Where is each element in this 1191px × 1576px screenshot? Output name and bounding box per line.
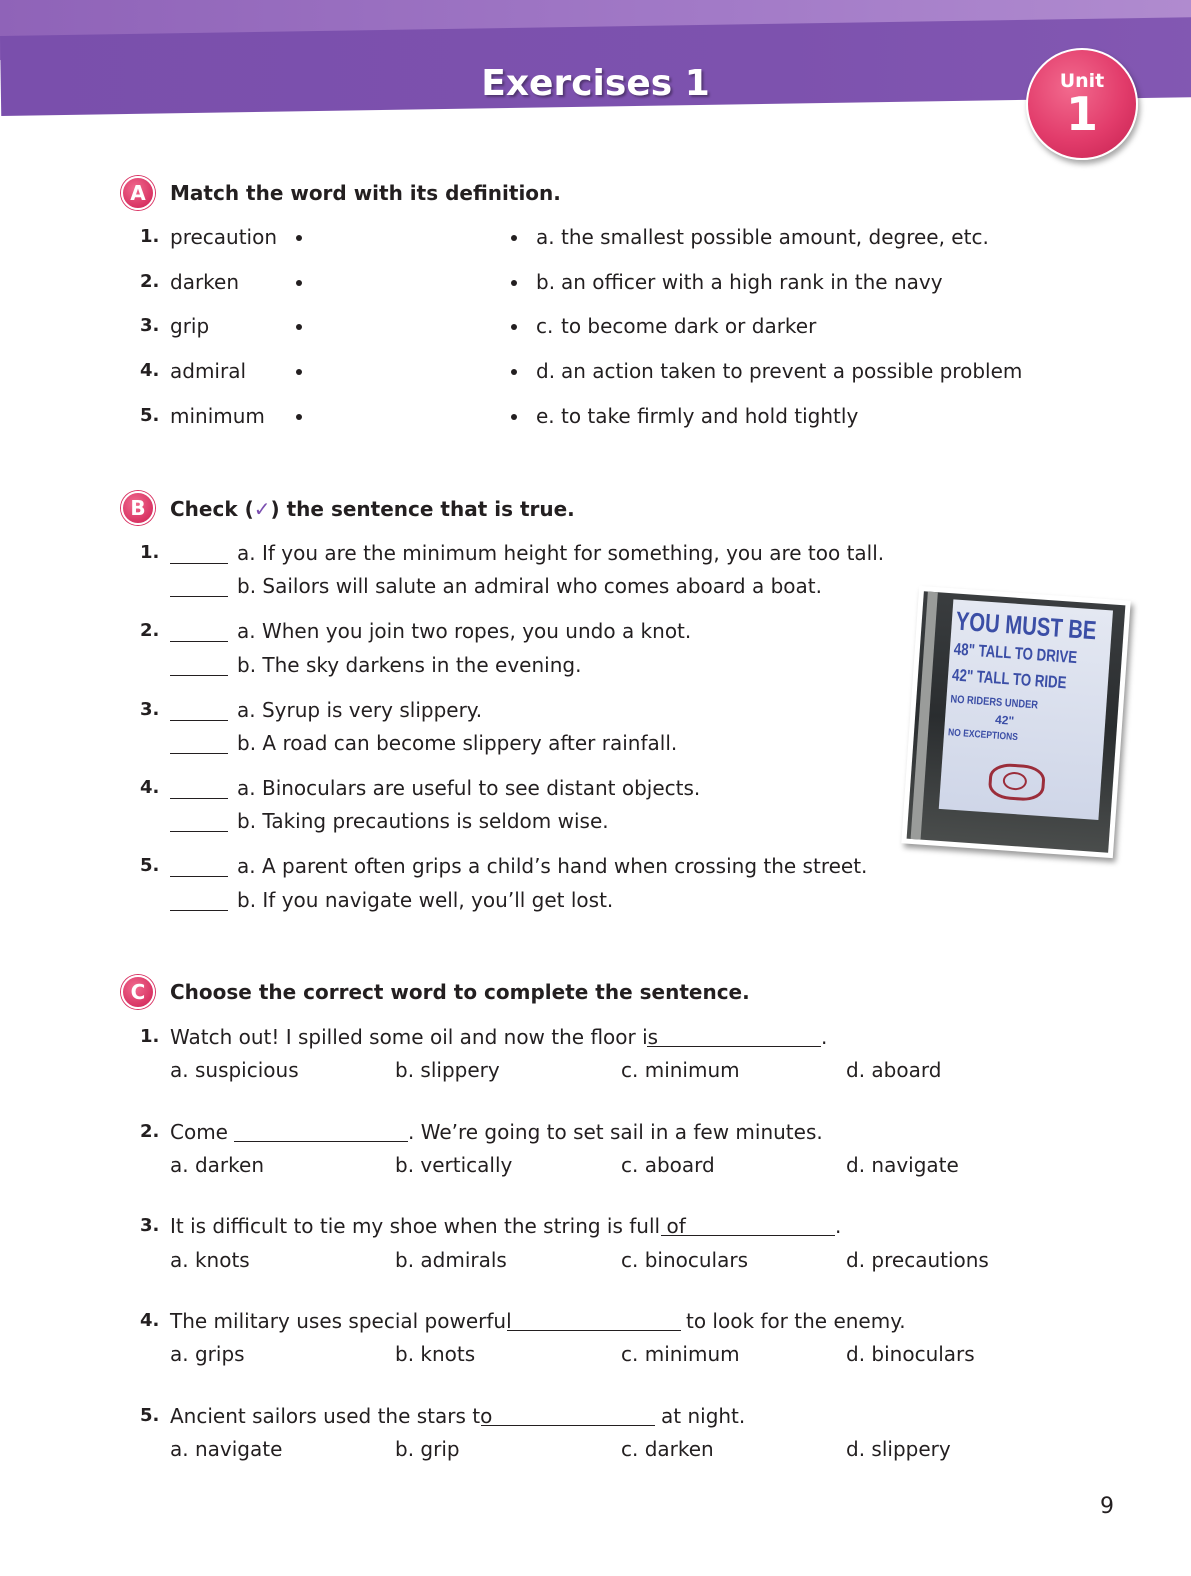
question-number: 3. xyxy=(140,699,160,720)
question-text-before: Come xyxy=(170,1120,228,1144)
statement-a: a. A parent often grips a child’s hand when crossing the street. xyxy=(237,854,868,878)
question-number: 5. xyxy=(140,1405,160,1426)
sign-text-line: YOU MUST BE xyxy=(954,605,1098,646)
check-blank[interactable] xyxy=(170,563,228,564)
word-item: darken xyxy=(170,270,240,294)
match-dot-right[interactable] xyxy=(511,369,517,375)
definition-letter: b. xyxy=(536,270,556,294)
option-b[interactable]: b. grip xyxy=(395,1437,460,1461)
question-text-after: at night. xyxy=(661,1404,746,1428)
word-item: minimum xyxy=(170,404,265,428)
option-b[interactable]: b. knots xyxy=(395,1342,476,1366)
page-number: 9 xyxy=(1100,1494,1114,1519)
question-number: 2. xyxy=(140,1121,160,1142)
match-dot-right[interactable] xyxy=(511,280,517,286)
answer-blank[interactable] xyxy=(234,1141,408,1142)
photo-inner xyxy=(907,591,1126,852)
check-blank[interactable] xyxy=(170,831,228,832)
sign-pole xyxy=(910,592,938,850)
check-blank[interactable] xyxy=(170,641,228,642)
question-text-after: to look for the enemy. xyxy=(686,1309,906,1333)
question-text-after: . xyxy=(835,1214,842,1238)
option-a[interactable]: a. navigate xyxy=(170,1437,283,1461)
word-item: precaution xyxy=(170,225,278,249)
option-a[interactable]: a. grips xyxy=(170,1342,245,1366)
question-number: 1. xyxy=(140,542,160,563)
unit-label: Unit xyxy=(1059,70,1105,92)
match-dot-right[interactable] xyxy=(511,235,517,241)
word-number: 5. xyxy=(140,405,160,426)
option-d[interactable]: d. aboard xyxy=(846,1058,942,1082)
option-a[interactable]: a. suspicious xyxy=(170,1058,299,1082)
statement-a: a. Syrup is very slippery. xyxy=(237,698,483,722)
option-b[interactable]: b. vertically xyxy=(395,1153,513,1177)
word-number: 2. xyxy=(140,271,160,292)
statement-b: b. If you navigate well, you’ll get lost. xyxy=(237,888,614,912)
check-mark-icon: ✓ xyxy=(253,497,271,521)
sign-text-line: NO EXCEPTIONS xyxy=(947,727,1019,744)
check-blank[interactable] xyxy=(170,876,228,877)
height-sign-photo xyxy=(901,586,1130,858)
option-b[interactable]: b. admirals xyxy=(395,1248,507,1272)
word-number: 1. xyxy=(140,226,160,247)
option-c[interactable]: c. binoculars xyxy=(621,1248,749,1272)
definition-letter: c. xyxy=(536,314,554,338)
question-number: 4. xyxy=(140,1310,160,1331)
match-dot-right[interactable] xyxy=(511,414,517,420)
statement-b: b. The sky darkens in the evening. xyxy=(237,653,582,677)
word-number: 4. xyxy=(140,360,160,381)
unit-badge xyxy=(1026,48,1138,160)
answer-blank[interactable] xyxy=(661,1235,835,1236)
section-c-badge: C xyxy=(121,975,155,1009)
section-a-title: Match the word with its definition. xyxy=(170,181,561,205)
match-dot-left[interactable] xyxy=(296,369,302,375)
match-dot-right[interactable] xyxy=(511,324,517,330)
section-c-title: Choose the correct word to complete the sentence. xyxy=(170,980,750,1004)
section-b-badge: B xyxy=(121,491,155,525)
option-d[interactable]: d. precautions xyxy=(846,1248,989,1272)
check-blank[interactable] xyxy=(170,720,228,721)
question-text-after: . xyxy=(821,1025,828,1049)
section-a-badge: A xyxy=(121,176,155,210)
option-c[interactable]: c. aboard xyxy=(621,1153,715,1177)
answer-blank[interactable] xyxy=(481,1425,655,1426)
option-a[interactable]: a. knots xyxy=(170,1248,250,1272)
statement-a: a. Binoculars are useful to see distant objects. xyxy=(237,776,701,800)
page-title: Exercises 1 xyxy=(481,63,710,104)
unit-number: 1 xyxy=(1065,87,1098,141)
sign-text-line: 48" TALL TO DRIVE xyxy=(953,639,1078,668)
option-c[interactable]: c. minimum xyxy=(621,1342,740,1366)
statement-b: b. A road can become slippery after rainfall. xyxy=(237,731,678,755)
word-number: 3. xyxy=(140,315,160,336)
question-number: 3. xyxy=(140,1215,160,1236)
answer-blank[interactable] xyxy=(507,1330,681,1331)
definition-text: an action taken to prevent a possible problem xyxy=(561,359,1023,383)
definition-letter: d. xyxy=(536,359,556,383)
question-number: 5. xyxy=(140,855,160,876)
sign-text-line: NO RIDERS UNDER xyxy=(950,693,1039,712)
question-number: 1. xyxy=(140,1026,160,1047)
definition-letter: a. xyxy=(536,225,555,249)
check-blank[interactable] xyxy=(170,753,228,754)
match-dot-left[interactable] xyxy=(296,414,302,420)
check-blank[interactable] xyxy=(170,675,228,676)
page-header xyxy=(0,0,1191,116)
option-b[interactable]: b. slippery xyxy=(395,1058,500,1082)
definition-letter: e. xyxy=(536,404,555,428)
section-b-title-end: ) the sentence that is true. xyxy=(270,497,575,521)
match-dot-left[interactable] xyxy=(296,235,302,241)
statement-b: b. Taking precautions is seldom wise. xyxy=(237,809,609,833)
question-text-before: It is difficult to tie my shoe when the string is full of xyxy=(170,1214,686,1238)
statement-b: b. Sailors will salute an admiral who comes aboard a boat. xyxy=(237,574,822,598)
question-number: 2. xyxy=(140,620,160,641)
statement-a: a. If you are the minimum height for something, you are too tall. xyxy=(237,541,885,565)
check-blank[interactable] xyxy=(170,596,228,597)
definition-text: the smallest possible amount, degree, etc. xyxy=(561,225,989,249)
option-d[interactable]: d. navigate xyxy=(846,1153,959,1177)
sign-text-line: 42" xyxy=(994,712,1015,728)
question-text-before: Ancient sailors used the stars to xyxy=(170,1404,493,1428)
section-b-title xyxy=(170,497,575,521)
height-sign xyxy=(939,599,1113,820)
option-d[interactable]: d. binoculars xyxy=(846,1342,975,1366)
definition-text: to take firmly and hold tightly xyxy=(561,404,859,428)
option-c[interactable]: c. minimum xyxy=(621,1058,740,1082)
option-a[interactable]: a. darken xyxy=(170,1153,264,1177)
question-text-before: The military uses special powerful xyxy=(170,1309,512,1333)
word-item: grip xyxy=(170,314,210,338)
definition-text: an officer with a high rank in the navy xyxy=(561,270,943,294)
check-blank[interactable] xyxy=(170,910,228,911)
question-text-before: Watch out! I spilled some oil and now the floor is xyxy=(170,1025,659,1049)
definition-text: to become dark or darker xyxy=(561,314,817,338)
statement-a: a. When you join two ropes, you undo a knot. xyxy=(237,619,692,643)
word-item: admiral xyxy=(170,359,247,383)
question-text-after: . We’re going to set sail in a few minutes. xyxy=(408,1120,823,1144)
match-dot-left[interactable] xyxy=(296,324,302,330)
question-number: 4. xyxy=(140,777,160,798)
section-b-title-start: Check ( xyxy=(170,497,254,521)
answer-blank[interactable] xyxy=(647,1046,821,1047)
sign-text-line: 42" TALL TO RIDE xyxy=(951,665,1068,693)
option-d[interactable]: d. slippery xyxy=(846,1437,951,1461)
option-c[interactable]: c. darken xyxy=(621,1437,714,1461)
match-dot-left[interactable] xyxy=(296,280,302,286)
check-blank[interactable] xyxy=(170,798,228,799)
